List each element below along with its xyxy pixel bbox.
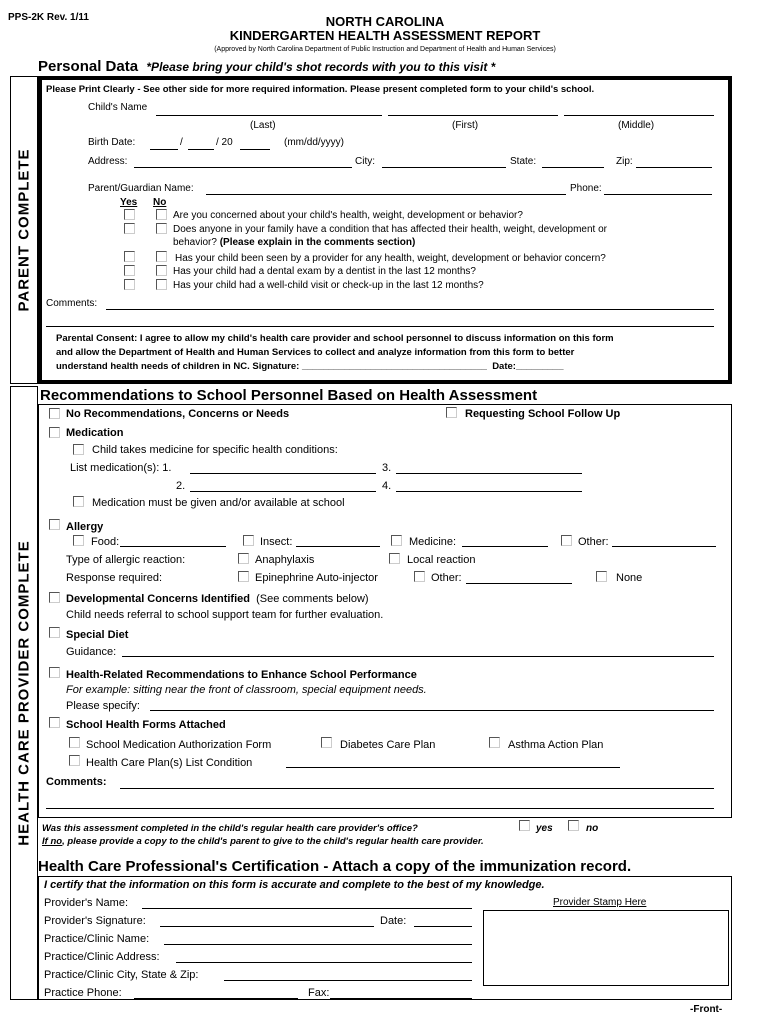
form-code: PPS-2K Rev. 1/11 <box>8 12 89 23</box>
recs-comments-label: Comments: <box>46 776 107 788</box>
diet-checkbox[interactable] <box>49 627 60 638</box>
response-label: Response required: <box>66 572 163 584</box>
clinic-phone-field[interactable] <box>134 998 298 999</box>
med-school-checkbox[interactable] <box>73 496 84 507</box>
assess-yes-checkbox[interactable] <box>519 820 530 831</box>
state-field[interactable] <box>542 167 604 168</box>
form-plan-field[interactable] <box>286 767 620 768</box>
medicine-checkbox[interactable] <box>391 535 402 546</box>
q5-text: Has your child had a well-child visit or check-up in the last 12 months? <box>173 280 484 291</box>
form-plan-label: Health Care Plan(s) List Condition <box>86 757 253 769</box>
q5-no-checkbox[interactable] <box>156 279 167 290</box>
first-label: (First) <box>452 120 479 131</box>
food-field[interactable] <box>120 546 226 547</box>
med-3-field[interactable] <box>396 473 582 474</box>
health-recs-label: Health-Related Recommendations to Enhance School Performance <box>66 669 417 681</box>
other-allergy-field[interactable] <box>612 546 716 547</box>
q2-text-cont: behavior? (Please explain in the comments section) <box>173 237 416 248</box>
provider-name-field[interactable] <box>142 908 472 909</box>
provider-sig-label: Provider's Signature: <box>44 915 146 927</box>
recs-comments-field-2[interactable] <box>46 808 714 809</box>
med-2-field[interactable] <box>190 491 376 492</box>
form-med-checkbox[interactable] <box>69 737 80 748</box>
form-diabetes-label: Diabetes Care Plan <box>340 739 436 751</box>
other-response-checkbox[interactable] <box>414 571 425 582</box>
dev-label: Developmental Concerns Identified (See comments below) <box>66 593 369 605</box>
med-specific-checkbox[interactable] <box>73 444 84 455</box>
q1-yes-checkbox[interactable] <box>124 209 135 220</box>
cert-date-label: Date: <box>380 915 407 927</box>
assess-no-label: no <box>586 823 599 834</box>
other-allergy-checkbox[interactable] <box>561 535 572 546</box>
q4-text: Has your child had a dental exam by a dentist in the last 12 months? <box>173 266 476 277</box>
address-field[interactable] <box>134 167 352 168</box>
recs-comments-field[interactable] <box>120 788 714 789</box>
yes-header: Yes <box>120 197 138 208</box>
none-response-label: None <box>616 572 643 584</box>
stamp-box[interactable] <box>483 910 729 986</box>
forms-label: School Health Forms Attached <box>66 719 226 731</box>
comments-field[interactable] <box>106 309 714 310</box>
no-header: No <box>153 197 167 208</box>
other-response-label: Other: <box>431 572 462 584</box>
med-list-label: List medication(s): 1. <box>70 462 172 474</box>
med-3-label: 3. <box>382 462 392 474</box>
no-recs-checkbox[interactable] <box>49 408 60 419</box>
child-first-field[interactable] <box>388 115 558 116</box>
dev-referral-label: Child needs referral to school support team for further evaluation. <box>66 609 384 621</box>
clinic-name-field[interactable] <box>164 944 472 945</box>
local-reaction-label: Local reaction <box>407 554 476 566</box>
birth-format: (mm/dd/yyyy) <box>284 137 344 148</box>
specify-label: Please specify: <box>66 700 140 712</box>
dev-checkbox[interactable] <box>49 592 60 603</box>
allergy-label: Allergy <box>66 521 104 533</box>
state-label: State: <box>510 156 537 167</box>
medicine-field[interactable] <box>462 546 548 547</box>
specify-field[interactable] <box>150 710 714 711</box>
med-2-label: 2. <box>176 480 186 492</box>
middle-label: (Middle) <box>618 120 655 131</box>
assess-question: Was this assessment completed in the child's regular health care provider's office? <box>42 823 418 834</box>
allergy-checkbox[interactable] <box>49 519 60 530</box>
clinic-name-label: Practice/Clinic Name: <box>44 933 150 945</box>
cert-date-field[interactable] <box>414 926 472 927</box>
medication-checkbox[interactable] <box>49 427 60 438</box>
forms-checkbox[interactable] <box>49 717 60 728</box>
q5-yes-checkbox[interactable] <box>124 279 135 290</box>
form-diabetes-checkbox[interactable] <box>321 737 332 748</box>
guardian-label: Parent/Guardian Name: <box>88 183 194 194</box>
guidance-label: Guidance: <box>66 646 117 658</box>
form-asthma-label: Asthma Action Plan <box>508 739 604 751</box>
clinic-addr-label: Practice/Clinic Address: <box>44 951 160 963</box>
insect-label: Insect: <box>260 536 293 548</box>
child-middle-field[interactable] <box>564 115 714 116</box>
clinic-phone-label: Practice Phone: <box>44 987 122 999</box>
med-1-field[interactable] <box>190 473 376 474</box>
q4-no-checkbox[interactable] <box>156 265 167 276</box>
guidance-field[interactable] <box>122 656 714 657</box>
med-4-field[interactable] <box>396 491 582 492</box>
insect-field[interactable] <box>296 546 380 547</box>
consent-line-3: understand health needs of children in NC. Signature: ___________________________________ Date:_________ <box>56 361 564 372</box>
signature-field[interactable]: ___________________________________ <box>301 361 487 372</box>
no-recs-label: No Recommendations, Concerns or Needs <box>66 408 290 420</box>
birth-date-label: Birth Date: <box>88 137 136 148</box>
recs-title: Recommendations to School Personnel Based on Health Assessment <box>40 387 538 404</box>
fax-field[interactable] <box>330 998 472 999</box>
food-checkbox[interactable] <box>73 535 84 546</box>
city-label: City: <box>355 156 375 167</box>
clinic-addr-field[interactable] <box>176 962 472 963</box>
health-recs-checkbox[interactable] <box>49 667 60 678</box>
medicine-label: Medicine: <box>409 536 457 548</box>
fax-label: Fax: <box>308 987 330 999</box>
if-no-note: If no, please provide a copy to the child's parent to give to the child's regular health care provider. <box>42 836 484 847</box>
birth-year-prefix: / 20 <box>216 137 233 148</box>
consent-line-1: Parental Consent: I agree to allow my child's health care provider and school personnel to discuss information on this form <box>56 333 614 344</box>
city-field[interactable] <box>382 167 506 168</box>
followup-checkbox[interactable] <box>446 407 457 418</box>
page-title: KINDERGARTEN HEALTH ASSESSMENT REPORT <box>229 28 541 43</box>
q1-no-checkbox[interactable] <box>156 209 167 220</box>
child-last-field[interactable] <box>156 115 382 116</box>
provider-name-label: Provider's Name: <box>44 897 129 909</box>
cert-title: Health Care Professional's Certification - Attach a copy of the immunization record. <box>38 858 632 875</box>
form-med-label: School Medication Authorization Form <box>86 739 272 751</box>
address-label: Address: <box>88 156 128 167</box>
stamp-label: Provider Stamp Here <box>553 897 647 908</box>
phone-label: Phone: <box>570 183 602 194</box>
epi-label: Epinephrine Auto-injector <box>255 572 378 584</box>
assess-no-checkbox[interactable] <box>568 820 579 831</box>
phone-field[interactable] <box>604 194 712 195</box>
provider-sig-field[interactable] <box>160 926 374 927</box>
provider-complete-label: HEALTH CARE PROVIDER COMPLETE <box>15 540 33 846</box>
cert-statement: I certify that the information on this form is accurate and complete to the best of my knowledge. <box>44 879 545 891</box>
q4-yes-checkbox[interactable] <box>124 265 135 276</box>
local-reaction-checkbox[interactable] <box>389 553 400 564</box>
personal-title: Personal Data *Please bring your child's shot records with you to this visit * <box>38 58 496 75</box>
none-response-checkbox[interactable] <box>596 571 607 582</box>
child-name-label: Child's Name <box>88 102 148 113</box>
zip-field[interactable] <box>636 167 712 168</box>
insect-checkbox[interactable] <box>243 535 254 546</box>
example-label: For example: sitting near the front of classroom, special equipment needs. <box>66 684 427 696</box>
print-instruction: Please Print Clearly - See other side for more required information. Please present completed form to your child's school. <box>46 84 595 95</box>
assess-yes-label: yes <box>536 823 553 834</box>
epi-checkbox[interactable] <box>238 571 249 582</box>
other-allergy-label: Other: <box>578 536 609 548</box>
guardian-field[interactable] <box>206 194 566 195</box>
last-label: (Last) <box>250 120 276 131</box>
front-label: -Front- <box>690 1004 723 1015</box>
zip-label: Zip: <box>616 156 633 167</box>
med-4-label: 4. <box>382 480 392 492</box>
q2-text: Does anyone in your family have a condition that has affected their health, weight, development or <box>173 224 607 235</box>
state-title: NORTH CAROLINA <box>325 14 445 29</box>
anaphylaxis-label: Anaphylaxis <box>255 554 315 566</box>
birth-sep: / <box>180 137 183 148</box>
q3-yes-checkbox[interactable] <box>124 251 135 262</box>
medication-label: Medication <box>66 427 124 439</box>
q2-no-checkbox[interactable] <box>156 223 167 234</box>
comments-label: Comments: <box>46 298 98 309</box>
q2-yes-checkbox[interactable] <box>124 223 135 234</box>
consent-date-field[interactable]: Date:_________ <box>492 361 564 372</box>
approval-note: (Approved by North Carolina Department of Public Instruction and Department of Health and Human Services) <box>214 46 556 53</box>
birth-month-field[interactable] <box>150 149 178 150</box>
diet-label: Special Diet <box>66 629 129 641</box>
birth-day-field[interactable] <box>188 149 214 150</box>
birth-year-field[interactable] <box>240 149 270 150</box>
provider-sidebar <box>10 386 38 1000</box>
followup-label: Requesting School Follow Up <box>465 408 621 420</box>
clinic-city-label: Practice/Clinic City, State & Zip: <box>44 969 199 981</box>
comments-field-2[interactable] <box>46 326 714 327</box>
food-label: Food: <box>91 536 120 548</box>
q3-no-checkbox[interactable] <box>156 251 167 262</box>
q1-text: Are you concerned about your child's health, weight, development or behavior? <box>173 210 523 221</box>
anaphylaxis-checkbox[interactable] <box>238 553 249 564</box>
reaction-label: Type of allergic reaction: <box>66 554 186 566</box>
consent-line-2: and allow the Department of Health and Human Services to collect and analyze information from this form to better <box>56 347 575 358</box>
parent-complete-label: PARENT COMPLETE <box>15 148 33 312</box>
form-asthma-checkbox[interactable] <box>489 737 500 748</box>
other-response-field[interactable] <box>466 583 572 584</box>
parent-sidebar <box>10 76 38 384</box>
med-specific-label: Child takes medicine for specific health conditions: <box>92 444 338 456</box>
med-school-label: Medication must be given and/or available at school <box>92 497 345 509</box>
form-plan-checkbox[interactable] <box>69 755 80 766</box>
q3-text: Has your child been seen by a provider for any health, weight, development or behavior concern? <box>175 253 606 264</box>
clinic-city-field[interactable] <box>224 980 472 981</box>
